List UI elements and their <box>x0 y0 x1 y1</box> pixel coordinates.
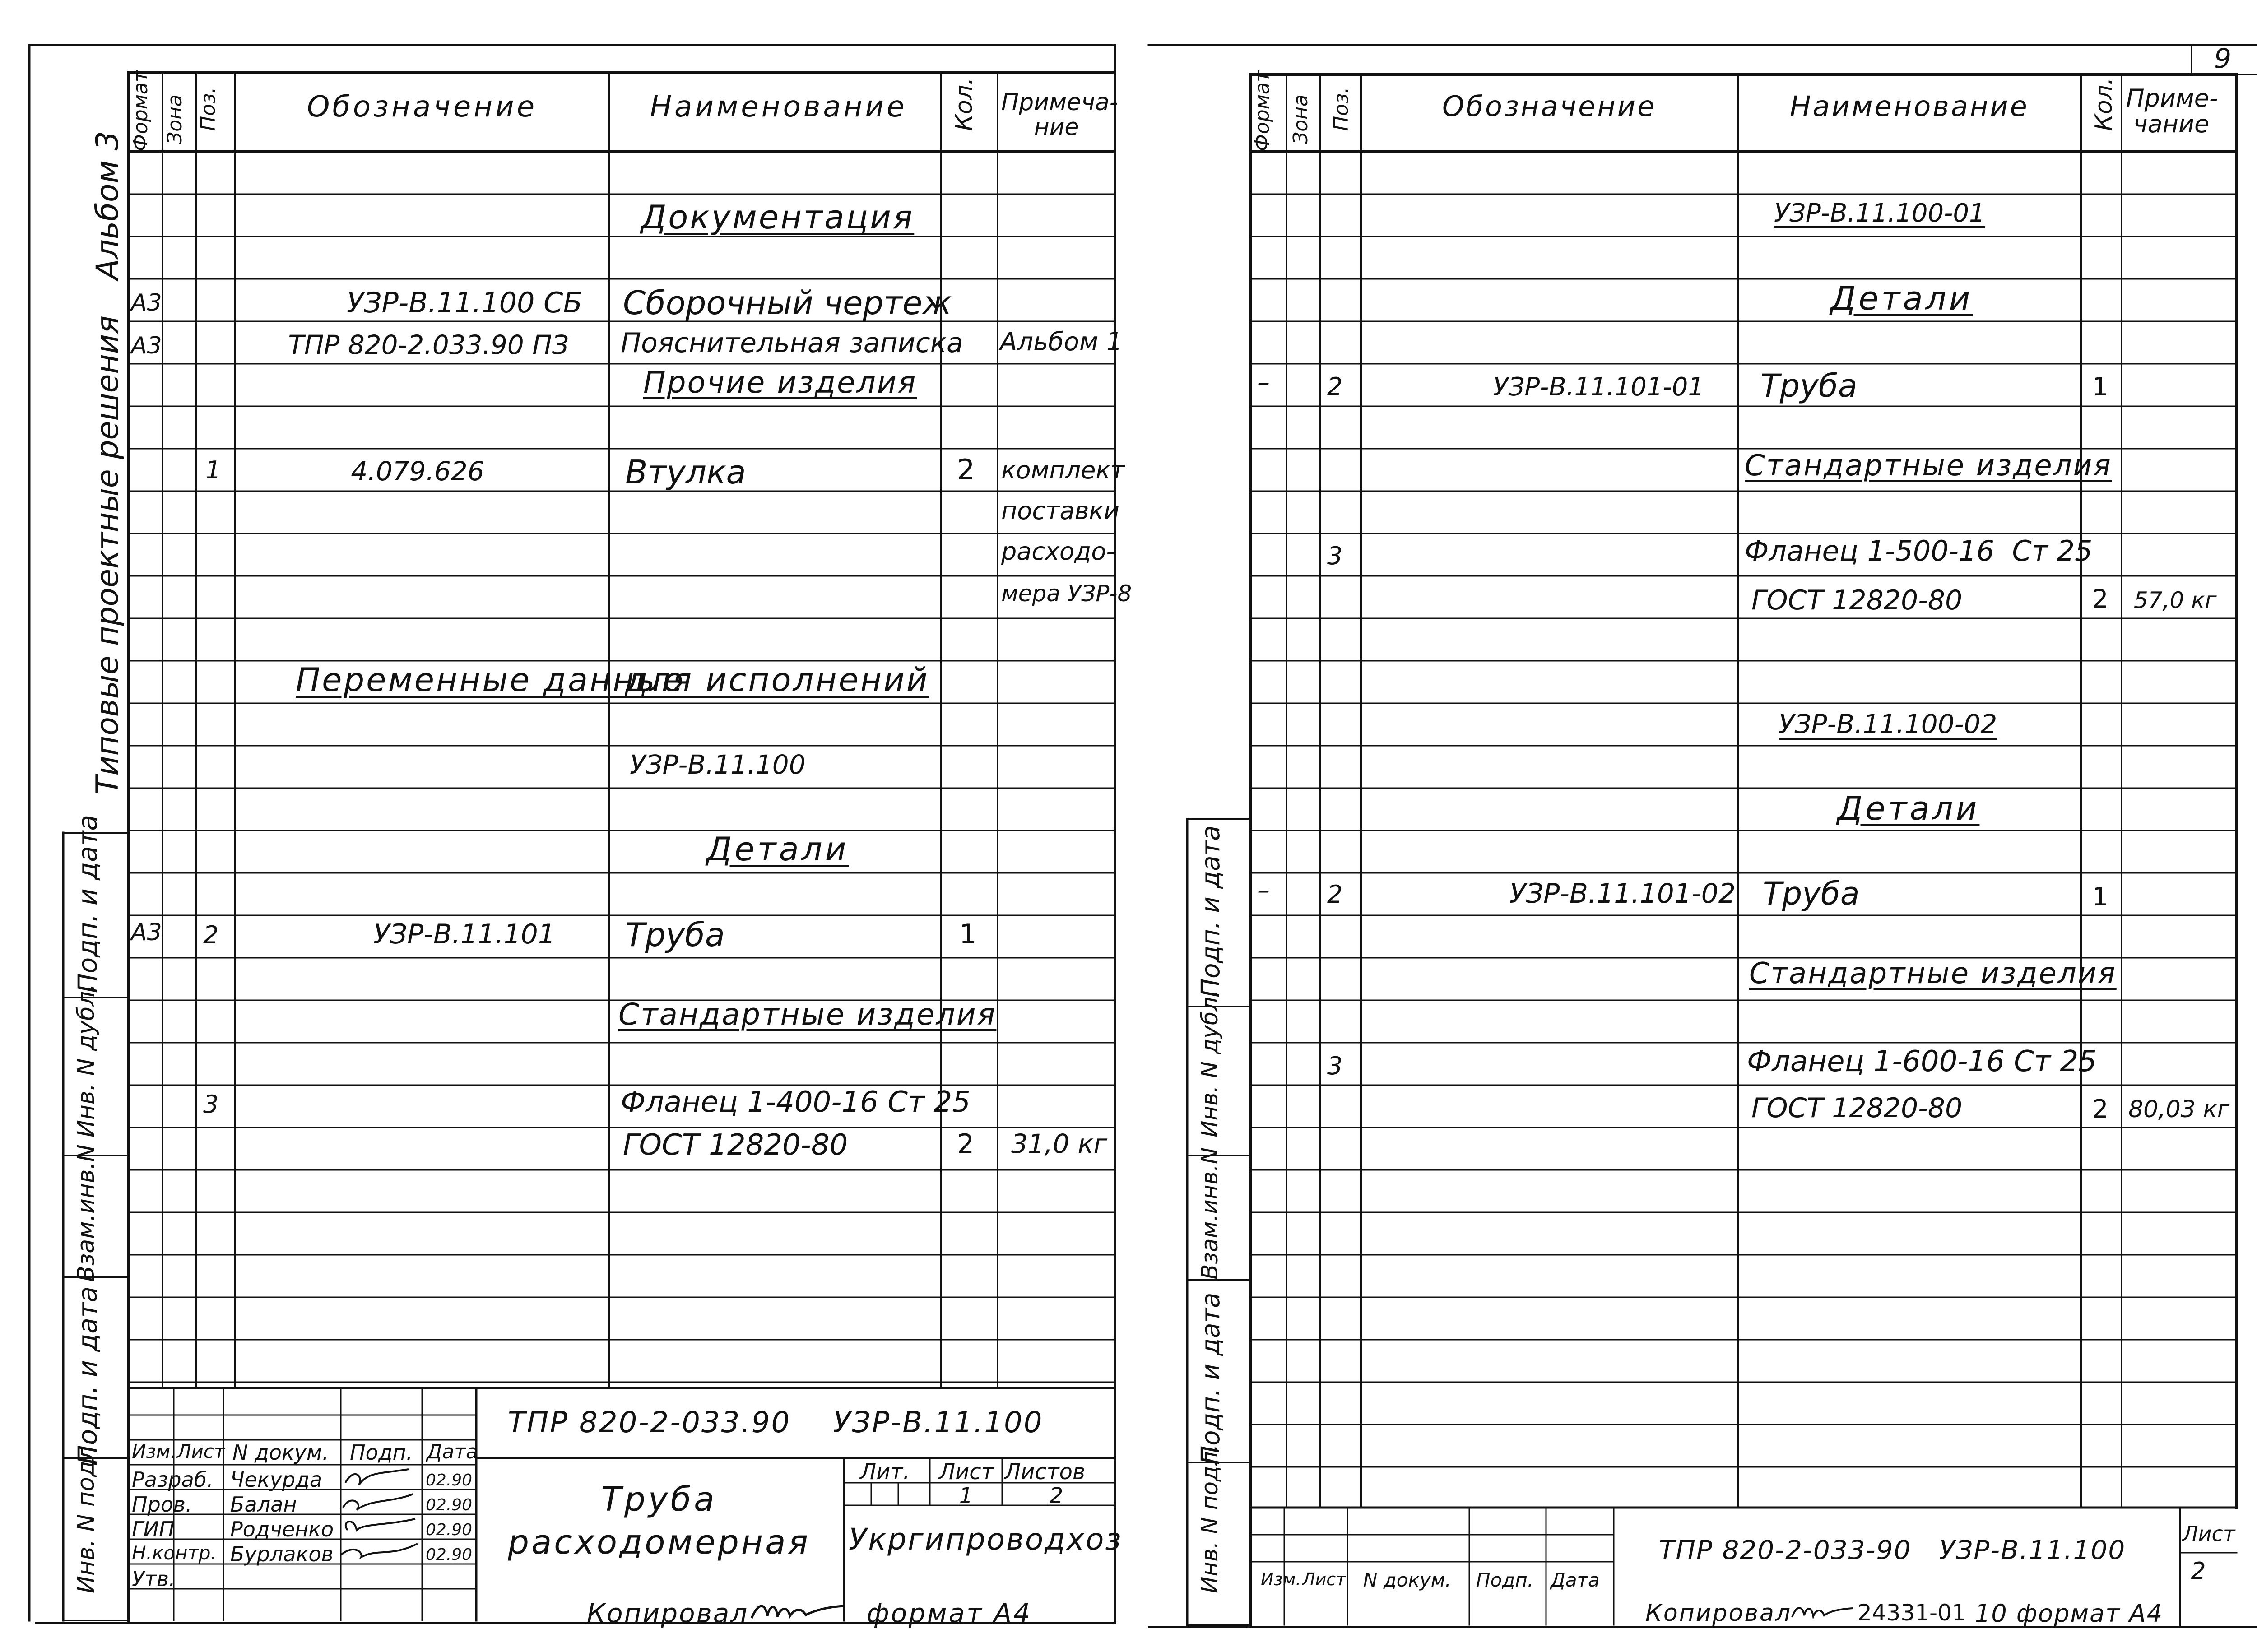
tb-col-date: Дата <box>427 1440 478 1463</box>
section-parts-01: Детали <box>1830 279 1973 317</box>
section-documentation: Документация <box>641 198 915 236</box>
side-field-sign-date-2: Подп. и дата <box>72 1286 103 1465</box>
row6-qty: 2 <box>957 1128 975 1160</box>
title-doc-code: ТПР 820-2-033.90 УЗР-В.11.100 <box>508 1406 1044 1439</box>
tb-sheet-label: Лист <box>939 1459 994 1485</box>
right-sheet-grid <box>1144 0 2257 1652</box>
row4-qty: 1 <box>959 919 977 950</box>
row4-format: А3 <box>131 919 162 946</box>
side-field-sign-date: Подп. и дата <box>1196 825 1226 998</box>
row2-name: Пояснительная записка <box>621 327 963 359</box>
side-field-sign-date: Подп. и дата <box>72 814 103 993</box>
side-series-label: Типовые проектные решения <box>90 316 125 794</box>
page-number: 9 <box>2214 43 2232 74</box>
tb-date-1: 02.90 <box>426 1471 473 1490</box>
header-name: Наименование <box>1790 90 2029 123</box>
row2-note: Альбом 1 <box>1000 327 1123 357</box>
tb-name-3: Родченко <box>230 1517 334 1541</box>
r1-format: – <box>1257 368 1270 397</box>
r5-name: Фланец 1-600-16 Ст 25 <box>1747 1045 2097 1078</box>
side-field-orig-inv: Инв. N подл. <box>1197 1444 1223 1593</box>
r1-pos: 2 <box>1327 372 1343 401</box>
header-zone: Зона <box>163 94 186 144</box>
header-qty: Кол. <box>2090 77 2118 131</box>
row4-pos: 2 <box>203 921 219 949</box>
section-parts: Детали <box>706 830 849 868</box>
row3-designation: 4.079.626 <box>351 456 484 487</box>
row5-pos: 3 <box>203 1090 219 1118</box>
note-line-4: мера УЗР-8 <box>1001 580 1132 607</box>
row6-name: ГОСТ 12820-80 <box>623 1128 848 1162</box>
tb-sheets-label: Листов <box>1004 1459 1086 1485</box>
note-line-3: расходо- <box>1001 537 1115 566</box>
row5-name: Фланец 1-400-16 Ст 25 <box>621 1086 971 1119</box>
tb-organization: Укргипроводхоз <box>849 1522 1123 1557</box>
r4-qty: 1 <box>2092 882 2108 912</box>
header-zone: Зона <box>1289 94 1312 144</box>
tb-lit-label: Лит. <box>860 1459 910 1485</box>
header-format: Формат <box>1251 70 1274 151</box>
section-other-items: Прочие изделия <box>643 365 917 400</box>
header-designation: Обозначение <box>307 90 538 124</box>
r6-qty: 2 <box>2092 1095 2108 1124</box>
r3-name: ГОСТ 12820-80 <box>1751 585 1963 616</box>
header-note: Приме-чание <box>2126 84 2218 138</box>
section-standard-01: Стандартные изделия <box>1745 449 2112 483</box>
row1-designation: УЗР-В.11.100 СБ <box>346 286 582 319</box>
tb-role-4: Н.контр. <box>132 1542 217 1564</box>
section-standard-items: Стандартные изделия <box>618 997 997 1032</box>
title-doc-code: ТПР 820-2-033-90 УЗР-В.11.100 <box>1659 1535 2126 1565</box>
section-standard-02: Стандартные изделия <box>1749 957 2117 990</box>
variable-data-right: для исполнений <box>625 661 929 699</box>
r2-name: Фланец 1-500-16 Ст 25 <box>1745 534 2093 567</box>
row2-format: А3 <box>131 332 162 359</box>
variant-designation: УЗР-В.11.100 <box>630 749 806 780</box>
copier-signature <box>749 1598 867 1625</box>
tb-date-4: 02.90 <box>426 1545 473 1564</box>
row3-pos: 1 <box>205 456 221 484</box>
footer-number: 24331-01 <box>1858 1600 1966 1626</box>
side-field-repl-inv: Взам.инв.N <box>1197 1147 1223 1280</box>
footer-copied: Копировал <box>1645 1600 1792 1627</box>
footer-format: 10 формат А4 <box>1975 1599 2164 1628</box>
r4-designation: УЗР-В.11.101-02 <box>1509 878 1736 910</box>
variant-01: УЗР-В.11.100-01 <box>1774 199 1985 228</box>
r3-qty: 2 <box>2092 585 2108 614</box>
row4-designation: УЗР-В.11.101 <box>373 919 555 950</box>
side-field-orig-inv: Инв. N подл. <box>73 1438 100 1593</box>
tb-sheet-label: Лист <box>2183 1522 2235 1546</box>
r1-name: Труба <box>1760 367 1858 404</box>
tb-col-docnum: N докум. <box>232 1440 329 1465</box>
tb-sheet-value: 1 <box>959 1483 973 1508</box>
tb-col-sheet: Лист <box>177 1440 225 1462</box>
side-field-dup-inv: Инв. N дубл. <box>1197 989 1223 1137</box>
r4-format: – <box>1257 876 1270 905</box>
r2-pos: 3 <box>1327 542 1343 570</box>
r1-qty: 1 <box>2092 372 2108 402</box>
row1-format: А3 <box>131 289 162 316</box>
r6-note: 80,03 кг <box>2128 1096 2230 1123</box>
tb-name-4: Бурлаков <box>230 1542 334 1566</box>
tb-sheets-value: 2 <box>1049 1483 1063 1508</box>
tb-col-date: Дата <box>1551 1569 1600 1591</box>
r4-pos: 2 <box>1327 880 1343 909</box>
header-pos: Поз. <box>197 87 220 131</box>
row3-qty: 2 <box>957 453 975 486</box>
r5-pos: 3 <box>1327 1052 1343 1080</box>
footer-copied: Копировал <box>587 1598 749 1629</box>
variant-02: УЗР-В.11.100-02 <box>1779 709 1997 739</box>
variable-data-left: Переменные данные <box>296 661 685 699</box>
side-album-label: Альбом 3 <box>90 131 125 280</box>
header-designation: Обозначение <box>1442 90 1657 123</box>
r4-name: Труба <box>1763 875 1860 912</box>
tb-sheet-value: 2 <box>2191 1558 2206 1585</box>
tb-col-docnum: N докум. <box>1363 1569 1451 1591</box>
footer-format: формат А4 <box>867 1598 1032 1629</box>
header-format: Формат <box>129 70 152 151</box>
title-line-1: Труба <box>601 1480 717 1519</box>
tb-col-change: Изм. <box>132 1440 176 1462</box>
header-note: Примеча-ние <box>1001 89 1118 141</box>
tb-role-3: ГИП <box>132 1517 175 1541</box>
tb-name-2: Балан <box>230 1492 297 1517</box>
row1-name: Сборочный чертеж <box>623 284 952 322</box>
row4-name: Труба <box>625 916 725 954</box>
side-field-dup-inv: Инв. N дубл. <box>73 984 100 1137</box>
row2-designation: ТПР 820-2.033.90 ПЗ <box>288 329 569 360</box>
tb-date-3: 02.90 <box>426 1521 473 1539</box>
section-parts-02: Детали <box>1837 789 1980 827</box>
tb-col-sheet: Лист <box>1302 1569 1346 1589</box>
copier-signature <box>1790 1600 1858 1623</box>
header-pos: Поз. <box>1330 87 1353 131</box>
tb-date-2: 02.90 <box>426 1496 473 1514</box>
tb-role-2: Пров. <box>132 1492 192 1517</box>
row3-note: комплект <box>1001 456 1125 484</box>
note-line-2: поставки <box>1001 497 1120 525</box>
r1-designation: УЗР-В.11.101-01 <box>1493 372 1704 402</box>
side-field-repl-inv: Взам.инв.N <box>73 1144 100 1282</box>
header-qty: Кол. <box>951 77 978 131</box>
tb-col-sign: Подп. <box>350 1440 413 1465</box>
signatures <box>336 1467 427 1575</box>
row3-name: Втулка <box>625 453 746 491</box>
tb-col-change: Изм. <box>1261 1569 1301 1589</box>
right-sheet <box>1144 0 2257 1652</box>
r3-note: 57,0 кг <box>2134 587 2217 613</box>
tb-role-5: Утв. <box>132 1567 176 1591</box>
side-field-sign-date-2: Подп. и дата <box>1196 1292 1226 1465</box>
tb-role-1: Разраб. <box>132 1467 214 1492</box>
r6-name: ГОСТ 12820-80 <box>1751 1092 1963 1124</box>
row6-note: 31,0 кг <box>1011 1128 1108 1159</box>
title-line-2: расходомерная <box>507 1523 811 1562</box>
header-name: Наименование <box>650 90 907 124</box>
tb-col-sign: Подп. <box>1476 1569 1534 1591</box>
tb-name-1: Чекурда <box>230 1467 323 1492</box>
